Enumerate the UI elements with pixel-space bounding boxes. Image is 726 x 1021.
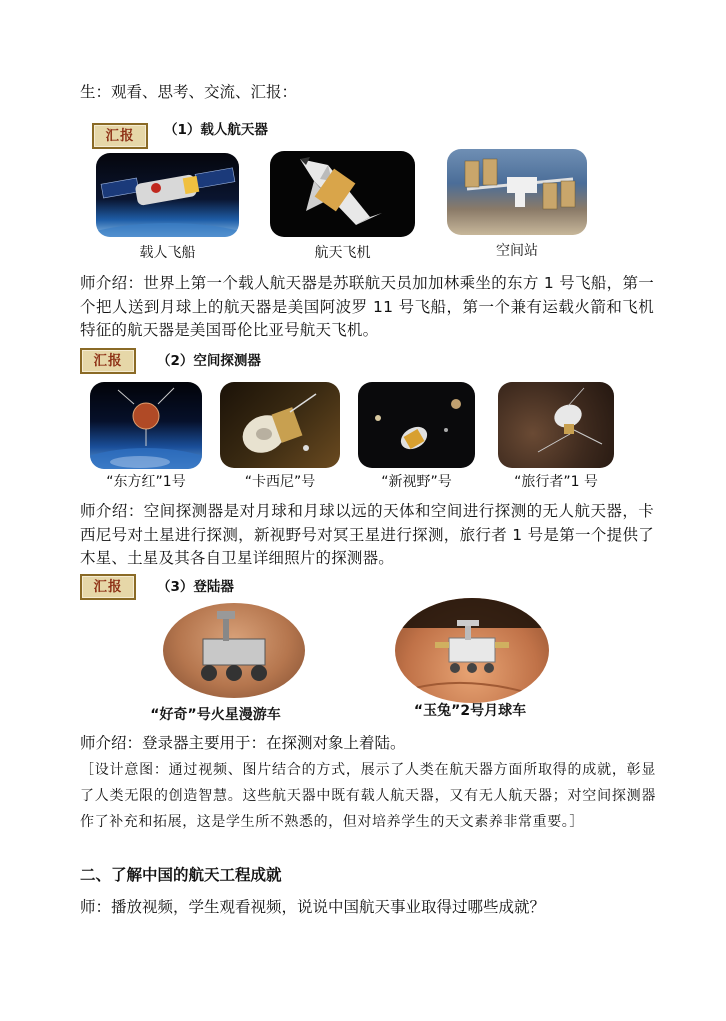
satellite-image <box>90 382 202 469</box>
section-1-paragraph: 师介绍：世界上第一个载人航天器是苏联航天员加加林乘坐的东方 1 号飞船，第一个把人送到月球上的航天器是美国阿波罗 11 号飞船，第一个兼有运载火箭和飞机特征的航天器是美国哥伦比亚号航天飞机。 <box>80 274 654 339</box>
image-caption: 载人飞船 <box>139 245 196 261</box>
space-shuttle-image <box>270 151 415 237</box>
spacecraft-image <box>96 153 239 237</box>
image-caption: “新视野”号 <box>381 474 452 490</box>
section-2-paragraph: 师介绍：空间探测器是对月球和月球以远的天体和空间进行探测的无人航天器，卡西尼号对土星进行探测，新视野号对冥王星进行探测，旅行者 1 号是第一个提供了木星、土星及其各自卫星详细照片的探测器。 <box>80 502 654 567</box>
cassini-probe-image <box>220 382 340 468</box>
satellite-icon <box>90 382 202 469</box>
spacecraft-icon <box>96 153 239 237</box>
intro-text: 生：观看、思考、交流、汇报： <box>80 83 298 101</box>
voyager-probe-icon <box>498 382 614 468</box>
lunar-rover-image <box>395 598 549 703</box>
image-caption: “好奇”号火星漫游车 <box>150 707 281 723</box>
report-badge-3: 汇报 <box>80 574 136 600</box>
image-caption: “东方红”1号 <box>106 474 186 490</box>
section-3-paragraph: 师介绍：登录器主要用于：在探测对象上着陆。 <box>80 734 406 752</box>
closing-text: 师：播放视频，学生观看视频，说说中国航天事业取得过哪些成就？ <box>80 898 546 916</box>
mars-rover-icon <box>163 603 305 698</box>
new-horizons-probe-image <box>358 382 475 468</box>
report-badge-2: 汇报 <box>80 348 136 374</box>
voyager-probe-image <box>498 382 614 468</box>
section-3-title: （3）登陆器 <box>157 579 234 595</box>
mars-rover-image <box>163 603 305 698</box>
new-horizons-probe-icon <box>358 382 475 468</box>
space-station-image <box>447 149 587 235</box>
section-heading: 二、了解中国的航天工程成就 <box>80 866 282 884</box>
report-badge-1: 汇报 <box>92 123 148 149</box>
image-caption: “卡西尼”号 <box>244 474 316 490</box>
cassini-probe-icon <box>220 382 340 468</box>
image-caption: “玉兔”2号月球车 <box>413 703 527 719</box>
image-caption: 航天飞机 <box>314 245 371 261</box>
design-intent-note: ［设计意图：通过视频、图片结合的方式，展示了人类在航天器方面所取得的成就，彰显了人类无限的创造智慧。这些航天器中既有载人航天器，又有无人航天器；对空间探测器作了补充和拓展，这是学生所不熟悉的，但对培养学生的天文素养非常重要。］ <box>80 762 656 830</box>
space-shuttle-icon <box>270 151 415 237</box>
section-2-title: （2）空间探测器 <box>157 353 261 369</box>
section-1-title: （1）载人航天器 <box>164 122 268 138</box>
lunar-rover-icon <box>395 598 549 703</box>
image-caption: “旅行者”1 号 <box>514 474 598 490</box>
image-caption: 空间站 <box>496 243 538 259</box>
space-station-icon <box>447 149 587 235</box>
